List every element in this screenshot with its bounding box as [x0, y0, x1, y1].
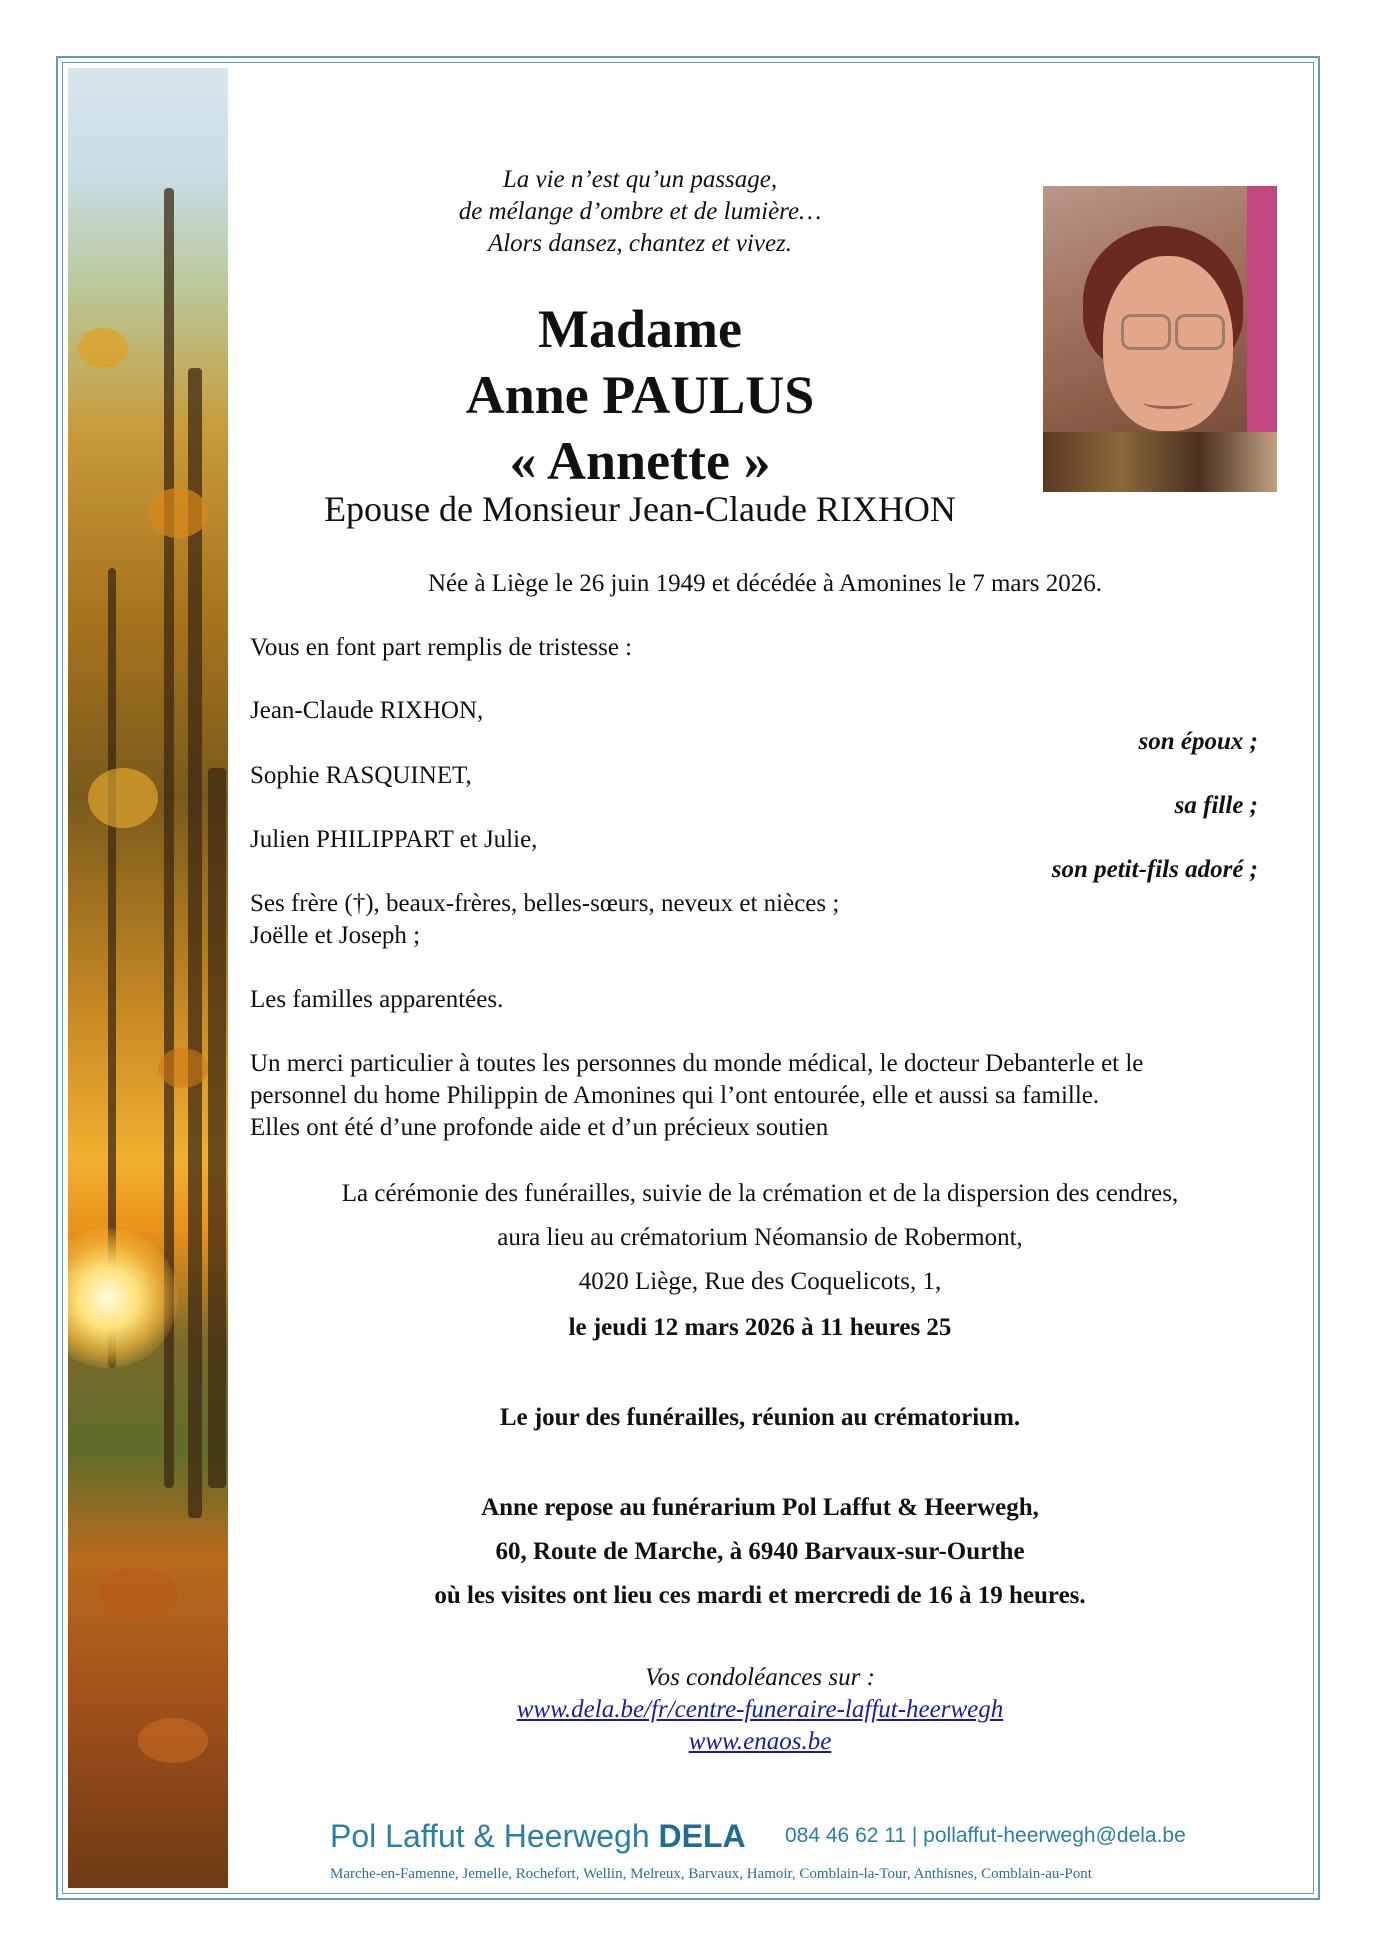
repose-line: Anne repose au funérarium Pol Laffut & Heerwegh,	[481, 1494, 1039, 1521]
family-member-role: son époux ;	[1138, 728, 1258, 755]
poem-line: Alors dansez, chantez et vivez.	[487, 230, 793, 257]
dela-logo: DELA	[658, 1818, 746, 1854]
autumn-forest-image	[68, 68, 228, 1888]
brand-name: Pol Laffut & Heerwegh	[330, 1818, 650, 1854]
deceased-name-block	[250, 296, 1030, 494]
ceremony-line: La cérémonie des funérailles, suivie de la crémation et de la dispersion des cendres,	[341, 1180, 1179, 1207]
ceremony-date: le jeudi 12 mars 2026 à 11 heures 25	[568, 1314, 952, 1341]
opening-poem	[250, 164, 1030, 260]
spouse-line: Epouse de Monsieur Jean-Claude RIXHON	[324, 489, 956, 529]
poem-line: de mélange d’ombre et de lumière…	[458, 198, 822, 225]
deceased-title: Madame	[538, 299, 742, 359]
extended-family-line: Ses frère (†), beaux-frères, belles-sœurs, neveux et nièces ;	[250, 890, 840, 917]
announcement-intro: Vous en font part remplis de tristesse :	[250, 634, 633, 661]
thanks-line: Elles ont été d’une profonde aide et d’un précieux soutien	[250, 1114, 829, 1141]
family-member-name: Jean-Claude RIXHON,	[250, 697, 484, 724]
ceremony-line: 4020 Liège, Rue des Coquelicots, 1,	[578, 1268, 942, 1295]
family-member-name: Sophie RASQUINET,	[250, 762, 472, 789]
thanks-line: personnel du home Philippin de Amonines qui l’ont entourée, elle et aussi sa famille.	[250, 1082, 1100, 1109]
contact-info: 084 46 62 11 | pollaffut-heerwegh@dela.be	[785, 1824, 1186, 1847]
town-list: Marche-en-Famenne, Jemelle, Rochefort, Wellin, Melreux, Barvaux, Hamoir, Comblain-la-Tour, Anthisnes, Comblain-au-Pont	[330, 1866, 1092, 1882]
condolences-label: Vos condoléances sur :	[645, 1664, 875, 1691]
condolences-link-enaos[interactable]: www.enaos.be	[688, 1728, 832, 1755]
extended-family-line: Joëlle et Joseph ;	[250, 922, 421, 949]
birth-death-line: Née à Liège le 26 juin 1949 et décédée à Amonines le 7 mars 2026.	[427, 570, 1103, 597]
ceremony-line: aura lieu au crématorium Néomansio de Robermont,	[497, 1224, 1023, 1251]
family-member-role: sa fille ;	[1174, 792, 1258, 819]
funeral-home-logo	[330, 1818, 746, 1855]
repose-line: où les visites ont lieu ces mardi et mercredi de 16 à 19 heures.	[434, 1582, 1086, 1609]
deceased-nickname: « Annette »	[509, 431, 771, 491]
thanks-line: Un merci particulier à toutes les personnes du monde médical, le docteur Debanterle et le	[250, 1050, 1144, 1077]
portrait-photo	[1043, 186, 1277, 492]
family-member-role: son petit-fils adoré ;	[1051, 856, 1258, 883]
poem-line: La vie n’est qu’un passage,	[502, 166, 778, 193]
repose-line: 60, Route de Marche, à 6940 Barvaux-sur-Ourthe	[495, 1538, 1025, 1565]
gathering-line: Le jour des funérailles, réunion au crématorium.	[499, 1404, 1021, 1431]
relatives-line: Les familles apparentées.	[250, 986, 504, 1013]
condolences-link-dela[interactable]: www.dela.be/fr/centre-funeraire-laffut-heerwegh	[516, 1696, 1004, 1723]
family-member-name: Julien PHILIPPART et Julie,	[250, 826, 538, 853]
deceased-name: Anne PAULUS	[465, 365, 815, 425]
